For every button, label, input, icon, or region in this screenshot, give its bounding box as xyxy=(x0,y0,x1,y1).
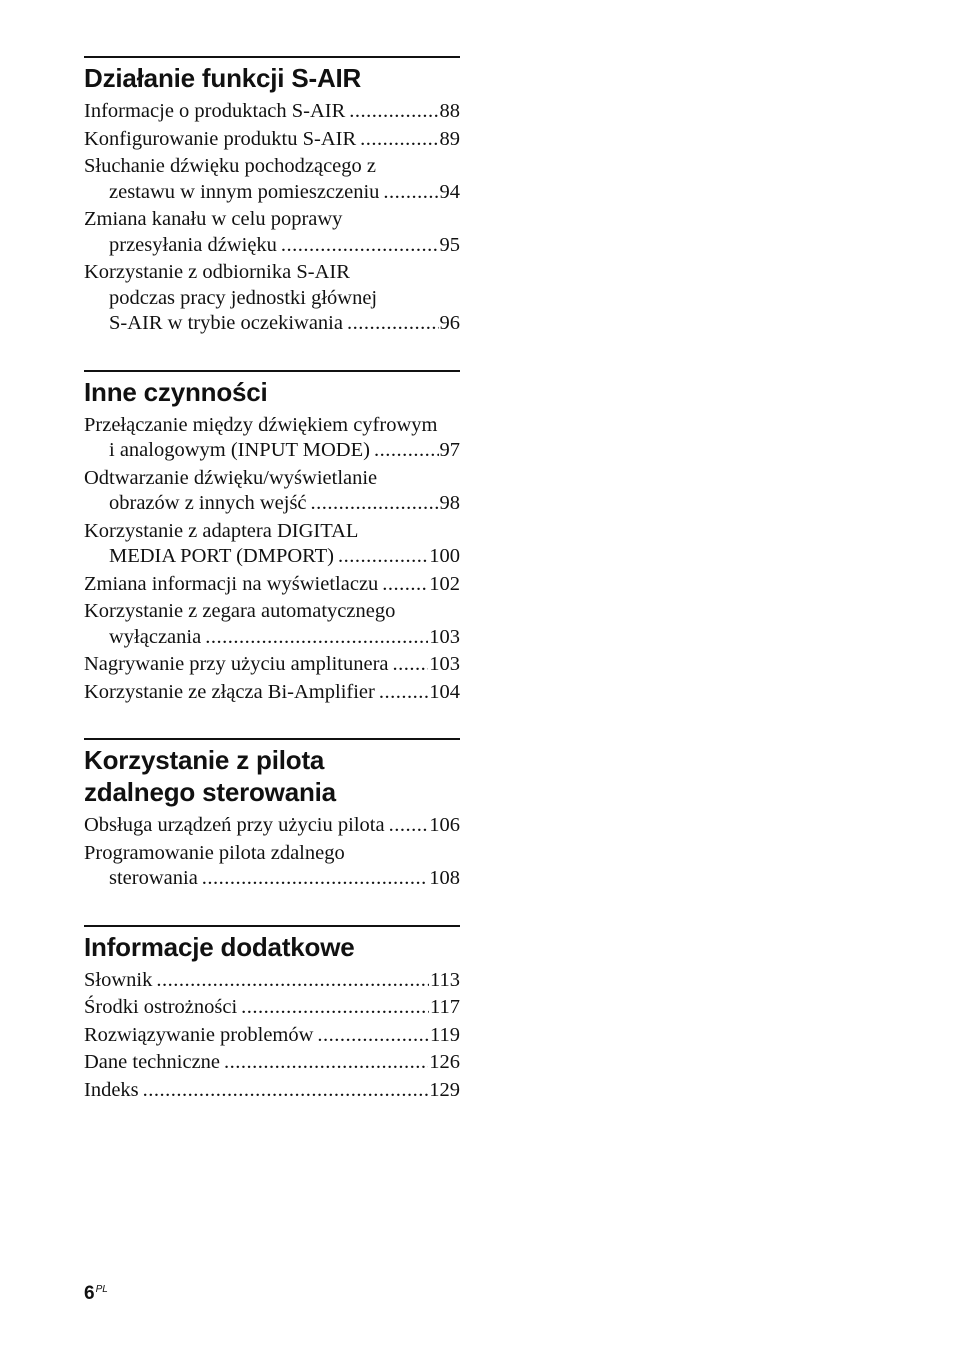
toc-section-remote xyxy=(84,738,460,892)
entry-text: Przełączanie między dźwiękiem cyfrowym xyxy=(84,413,438,436)
page-number: 108 xyxy=(429,867,460,889)
toc-section-additional-info xyxy=(84,925,460,1104)
page-number: 100 xyxy=(429,545,460,567)
toc-entry[interactable] xyxy=(84,572,460,598)
toc-entry-list xyxy=(84,413,460,706)
toc-entry-list xyxy=(84,968,460,1104)
toc-entry-list xyxy=(84,99,460,337)
entry-text: Korzystanie ze złącza Bi-Amplifier xyxy=(84,680,375,703)
toc-entry[interactable] xyxy=(84,127,460,153)
leader-dots xyxy=(379,680,428,706)
section-heading xyxy=(84,744,460,808)
section-heading: Inne czynności xyxy=(84,376,268,407)
toc-entry[interactable] xyxy=(84,652,460,678)
entry-text: Odtwarzanie dźwięku/wyświetlanie xyxy=(84,466,378,489)
section-heading: Informacje dodatkowe xyxy=(84,931,355,962)
leader-dots xyxy=(311,491,439,517)
toc-entry-list xyxy=(84,813,460,892)
toc-entry[interactable] xyxy=(84,841,460,892)
leader-dots xyxy=(389,813,429,839)
leader-dots xyxy=(156,968,429,994)
entry-text: MEDIA PORT (DMPORT) xyxy=(109,545,334,567)
entry-text: Programowanie pilota zdalnego xyxy=(84,841,345,864)
leader-dots xyxy=(382,572,428,598)
leader-dots xyxy=(202,866,428,892)
entry-text: Korzystanie z adaptera DIGITAL xyxy=(84,519,359,542)
section-heading-line: zdalnego sterowania xyxy=(84,777,336,807)
leader-dots xyxy=(374,438,439,464)
entry-text: Dane techniczne xyxy=(84,1051,221,1073)
toc-entry[interactable] xyxy=(84,260,460,337)
toc-entry[interactable] xyxy=(84,154,460,205)
leader-dots xyxy=(317,1023,429,1049)
section-heading-line: Korzystanie z pilota xyxy=(84,745,325,775)
leader-dots xyxy=(143,1078,429,1104)
page-number: 94 xyxy=(439,180,460,203)
toc-entry[interactable] xyxy=(84,1023,460,1049)
entry-text: i analogowym (INPUT MODE) xyxy=(109,439,370,461)
toc-entry[interactable] xyxy=(84,813,460,839)
page-number: 103 xyxy=(429,625,460,648)
leader-dots xyxy=(383,180,438,206)
footer-page-number: 6 xyxy=(84,1283,95,1304)
toc-entry[interactable] xyxy=(84,519,460,570)
leader-dots xyxy=(205,625,428,651)
page-number: 88 xyxy=(439,100,460,122)
entry-text: Słuchanie dźwięku pochodzącego z xyxy=(84,155,377,177)
entry-text: sterowania xyxy=(109,867,198,889)
toc-entry[interactable] xyxy=(84,413,460,464)
toc-section-other xyxy=(84,370,460,706)
entry-text: obrazów z innych wejść xyxy=(109,492,307,514)
entry-text: Indeks xyxy=(84,1078,139,1101)
leader-dots xyxy=(360,127,438,153)
page-number: 103 xyxy=(429,653,460,675)
page-number: 106 xyxy=(429,814,460,836)
leader-dots xyxy=(338,544,428,570)
page-number: 104 xyxy=(429,680,460,703)
toc-entry[interactable] xyxy=(84,99,460,125)
page-number: 95 xyxy=(439,233,460,256)
page-number: 129 xyxy=(429,1078,460,1101)
page-number: 89 xyxy=(439,127,460,150)
footer-language-code: PL xyxy=(95,1284,108,1295)
entry-text: Nagrywanie przy użyciu amplitunera xyxy=(84,653,389,675)
entry-text: Konfigurowanie produktu S-AIR xyxy=(84,127,357,150)
entry-text: Środki ostrożności xyxy=(84,996,238,1018)
section-heading: Działanie funkcji S-AIR xyxy=(84,63,362,93)
entry-text: Słownik xyxy=(84,968,153,991)
leader-dots xyxy=(349,99,438,125)
toc-entry[interactable] xyxy=(84,1050,460,1076)
page-number: 97 xyxy=(439,439,460,461)
entry-text: wyłączania xyxy=(109,625,202,648)
page-footer xyxy=(84,1278,108,1306)
entry-text: przesyłania dźwięku xyxy=(109,233,277,256)
toc-entry[interactable] xyxy=(84,995,460,1021)
entry-text: Rozwiązywanie problemów xyxy=(84,1023,314,1046)
entry-text: podczas pracy jednostki głównej xyxy=(109,286,378,309)
entry-text: Korzystanie z zegara automatycznego xyxy=(84,600,396,622)
toc-section-s-air xyxy=(84,56,460,337)
toc-entry[interactable] xyxy=(84,968,460,994)
toc-entry[interactable] xyxy=(84,599,460,650)
entry-text: Obsługa urządzeń przy użyciu pilota xyxy=(84,814,385,836)
toc-entry[interactable] xyxy=(84,466,460,517)
entry-text: Zmiana kanału w celu poprawy xyxy=(84,208,343,230)
leader-dots xyxy=(224,1050,428,1076)
table-of-contents xyxy=(84,56,460,1105)
page-number: 117 xyxy=(430,996,460,1018)
entry-text: Zmiana informacji na wyświetlaczu xyxy=(84,572,379,595)
leader-dots xyxy=(281,233,439,259)
page-number: 102 xyxy=(429,572,460,595)
page-number: 113 xyxy=(430,968,460,991)
page-number: 126 xyxy=(429,1051,460,1073)
toc-entry[interactable] xyxy=(84,207,460,258)
page-number: 98 xyxy=(439,492,460,514)
entry-text: Korzystanie z odbiornika S-AIR xyxy=(84,261,350,283)
leader-dots xyxy=(241,995,429,1021)
entry-text: zestawu w innym pomieszczeniu xyxy=(109,180,380,203)
page-number: 96 xyxy=(439,312,460,334)
entry-text: Informacje o produktach S-AIR xyxy=(84,100,346,122)
page-number: 119 xyxy=(430,1023,460,1046)
leader-dots xyxy=(347,311,439,337)
leader-dots xyxy=(393,652,429,678)
entry-text: S-AIR w trybie oczekiwania xyxy=(109,312,343,334)
toc-entry[interactable] xyxy=(84,1078,460,1104)
toc-entry[interactable] xyxy=(84,680,460,706)
